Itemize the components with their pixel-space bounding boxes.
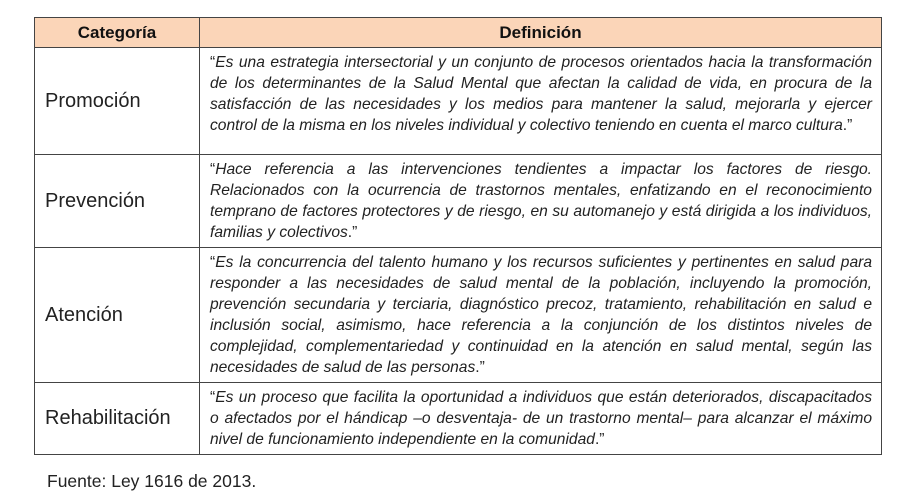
- table-row-atencion: [35, 248, 882, 383]
- definition-cell: [200, 155, 882, 248]
- category-cell: Prevención: [35, 155, 200, 248]
- definition-cell: [200, 48, 882, 155]
- open-quote: “: [210, 254, 216, 271]
- open-quote: “: [210, 389, 216, 406]
- category-cell: Rehabilitación: [35, 383, 200, 455]
- header-definition: Definición: [200, 18, 882, 48]
- definition-text: Es un proceso que facilita la oportunidad a individuos que están deteriorados, discapacitados o afectados por el hándicap –o desventaja- de un trastorno mental– para alcanzar el máximo nivel de funcionamiento independiente en la comunidad: [210, 389, 872, 448]
- table-row-rehabilitacion: [35, 383, 882, 455]
- close-quote: .”: [475, 359, 485, 376]
- category-cell: Atención: [35, 248, 200, 383]
- close-quote: .”: [594, 431, 605, 448]
- table-header-row: [35, 18, 882, 48]
- close-quote: .”: [842, 117, 853, 134]
- header-category: Categoría: [35, 18, 200, 48]
- definitions-table: [34, 17, 882, 455]
- close-quote: .”: [347, 224, 358, 241]
- definition-text: Es una estrategia intersectorial y un conjunto de procesos orientados hacia la transformación de los determinantes de la Salud Mental que afectan la calidad de vida, en procura de la satisfacción de las necesidades y los medios para mantener la salud, mejorarla y ejercer control de la misma en los niveles individual y colectivo teniendo en cuenta el marco cultura: [210, 54, 872, 134]
- definition-cell: [200, 248, 882, 383]
- definition-text: Es la concurrencia del talento humano y los recursos suficientes y pertinentes en salud para responder a las necesidades de salud mental de la población, incluyendo la promoción, prevención secundaria y terciaria, diagnóstico precoz, tratamiento, rehabilitación en salud e inclusión social, asimismo, hace referencia a la conjunción de los distintos niveles de complejidad, complementariedad y continuidad en la atención en salud mental, según las necesidades de salud de las personas: [210, 254, 872, 376]
- open-quote: “: [210, 54, 216, 71]
- open-quote: “: [210, 161, 216, 178]
- category-cell: Promoción: [35, 48, 200, 155]
- source-note: Fuente: Ley 1616 de 2013.: [47, 471, 257, 491]
- definition-text: Hace referencia a las intervenciones tendientes a impactar los factores de riesgo. Relacionados con la ocurrencia de trastornos mentales, enfatizando en el reconocimiento temprano de factores protectores y de riesgo, en su automanejo y está dirigida a los individuos, familias y colectivos: [210, 161, 872, 241]
- definition-cell: [200, 383, 882, 455]
- table-row-promocion: [35, 48, 882, 155]
- table-row-prevencion: [35, 155, 882, 248]
